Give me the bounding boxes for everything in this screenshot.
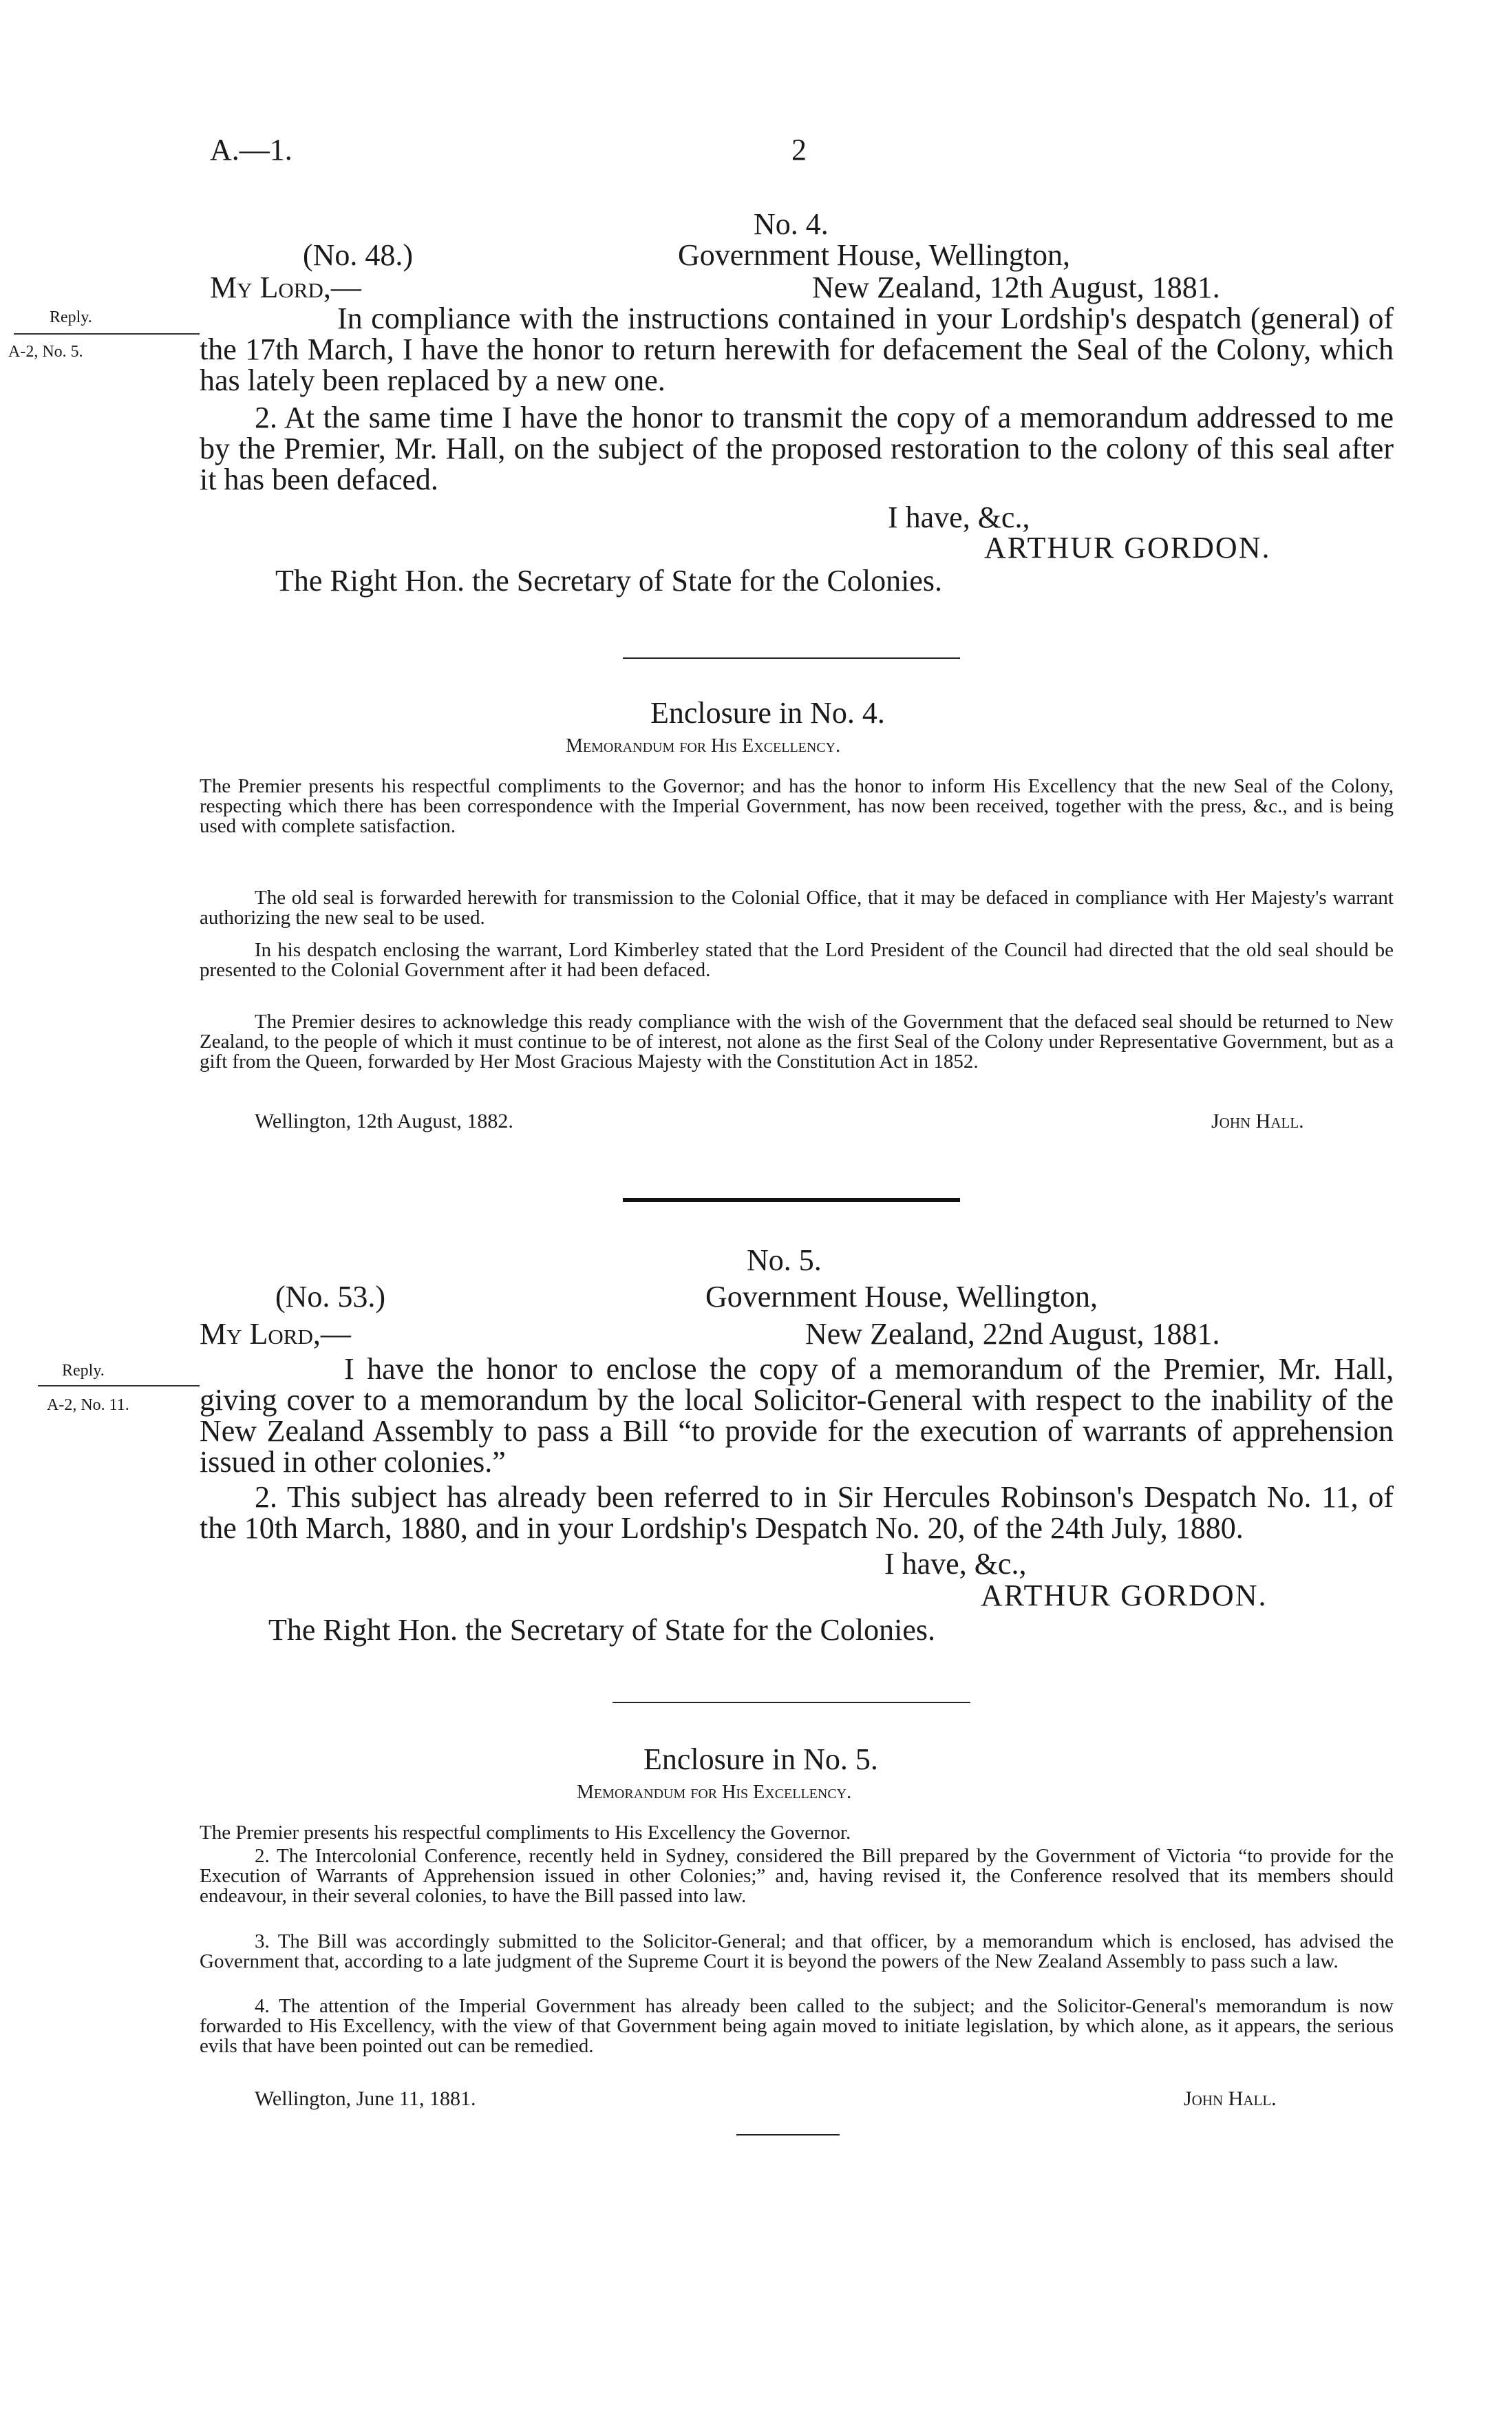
letter-paragraph: 2. At the same time I have the honor to transmit the copy of a memorandum addressed to me by the Premier, Mr. Hall, on the subject of the proposed restoration to the colony of this seal after it has been defaced. (200, 401, 1394, 496)
memo-signature: John Hall. (1211, 1110, 1304, 1132)
margin-reply-label: Reply. (50, 308, 92, 326)
place-date: Wellington, June 11, 1881. (255, 2087, 476, 2110)
address-line-2: New Zealand, 12th August, 1881. (812, 271, 1220, 304)
letter-paragraph: I have the honor to enclose the copy of a memorandum of the Premier, Mr. Hall, giving cover to a memorandum by the local Solicitor-General with respect to the inability of the New Zealand Assembly to pass a Bill “to provide for the execution of warrants of apprehension issued in other colonies.” (200, 1352, 1394, 1479)
memo-paragraph: The Premier presents his respectful compliments to the Governor; and has the honor to inform His Excellency that the new Seal of the Colony, respecting which there has been correspondence with the Imperial Government, has now been received, together with the press, &c., and is being used with complete satisfaction. (200, 775, 1394, 837)
margin-divider (38, 1385, 200, 1386)
signature: ARTHUR GORDON. (984, 531, 1271, 565)
margin-reference: A-2, No. 5. (8, 343, 83, 361)
salutation: My Lord,— (210, 271, 361, 304)
letter-paragraph: In compliance with the instructions contained in your Lordship's despatch (general) of the 17th March, I have the honor to return herewith for defacement the Seal of the Colony, which has lately been replaced by a new one. (200, 302, 1394, 397)
memo-paragraph: The Premier desires to acknowledge this ready compliance with the wish of the Government that the defaced seal should be returned to New Zealand, to the people of which it must continue to be of interest, not alone as the first Seal of the Colony under Representative Government, but as a gift from the Queen, forwarded by Her Most Gracious Majesty with the Constitution Act in 1852. (200, 1011, 1394, 1073)
memorandum-title: Memorandum for His Excellency. (577, 1782, 852, 1803)
section-divider-thick (623, 1198, 960, 1202)
addressee: The Right Hon. the Secretary of State for the Colonies. (268, 1613, 935, 1647)
end-divider (736, 2134, 840, 2135)
section-divider (613, 1702, 970, 1703)
memorandum-title: Memorandum for His Excellency. (566, 735, 841, 757)
letter-paragraph: 2. This subject has already been referred to in Sir Hercules Robinson's Despatch No. 11, of the 10th March, 1880, and in your Lordship's Despatch No. 20, of the 24th July, 1880. (200, 1480, 1394, 1545)
letter-number: No. 5. (747, 1243, 822, 1277)
page-number: 2 (791, 133, 807, 167)
letter-number: No. 4. (754, 207, 829, 241)
memo-paragraph: 3. The Bill was accordingly submitted to the Solicitor-General; and that officer, by a memorandum which is enclosed, has advised the Government that, according to a late judgment of the Supreme Court it is beyond the powers of the New Zealand Assembly to pass such a law. (200, 1930, 1394, 1972)
memo-paragraph: The old seal is forwarded herewith for transmission to the Colonial Office, that it may be defaced in compliance with Her Majesty's warrant authorizing the new seal to be used. (200, 887, 1394, 929)
enclosure-title: Enclosure in No. 4. (650, 696, 885, 730)
margin-reference: A-2, No. 11. (47, 1396, 129, 1414)
memo-paragraph: In his despatch enclosing the warrant, Lord Kimberley stated that the Lord President of the Council had directed that the old seal should be presented to the Colonial Government after it had been defaced. (200, 939, 1394, 981)
margin-reply-label: Reply. (62, 1362, 105, 1380)
closing: I have, &c., (884, 1547, 1027, 1581)
address-line-2: New Zealand, 22nd August, 1881. (805, 1317, 1220, 1351)
addressee: The Right Hon. the Secretary of State for the Colonies. (275, 564, 942, 598)
closing: I have, &c., (888, 500, 1030, 534)
memo-signature: John Hall. (1184, 2087, 1277, 2110)
memo-paragraph: The Premier presents his respectful compliments to His Excellency the Governor. (200, 1822, 851, 1844)
address-line-1: Government House, Wellington, (678, 238, 1071, 272)
address-line-1: Government House, Wellington, (705, 1280, 1098, 1314)
memo-paragraph: 4. The attention of the Imperial Government has already been called to the subject; and the Solicitor-General's memorandum is now forwarded to His Excellency, with the view of that Government being again moved to initiate legislation, by which alone, as it appears, the serious evils that have been pointed out can be remedied. (200, 1995, 1394, 2057)
despatch-number: (No. 53.) (275, 1280, 386, 1314)
place-date: Wellington, 12th August, 1882. (255, 1110, 513, 1132)
despatch-number: (No. 48.) (303, 238, 414, 272)
salutation: My Lord,— (200, 1317, 351, 1351)
document-reference: A.—1. (210, 133, 292, 167)
signature: ARTHUR GORDON. (981, 1579, 1268, 1612)
margin-divider (14, 333, 200, 335)
enclosure-title: Enclosure in No. 5. (643, 1742, 878, 1776)
section-divider (623, 657, 960, 659)
memo-paragraph: 2. The Intercolonial Conference, recently held in Sydney, considered the Bill prepared by the Government of Victoria “to provide for the Execution of Warrants of Apprehension issued in other Colonies;” and, having revised it, the Conference resolved that its members should endeavour, in their several colonies, to have the Bill passed into law. (200, 1845, 1394, 1907)
